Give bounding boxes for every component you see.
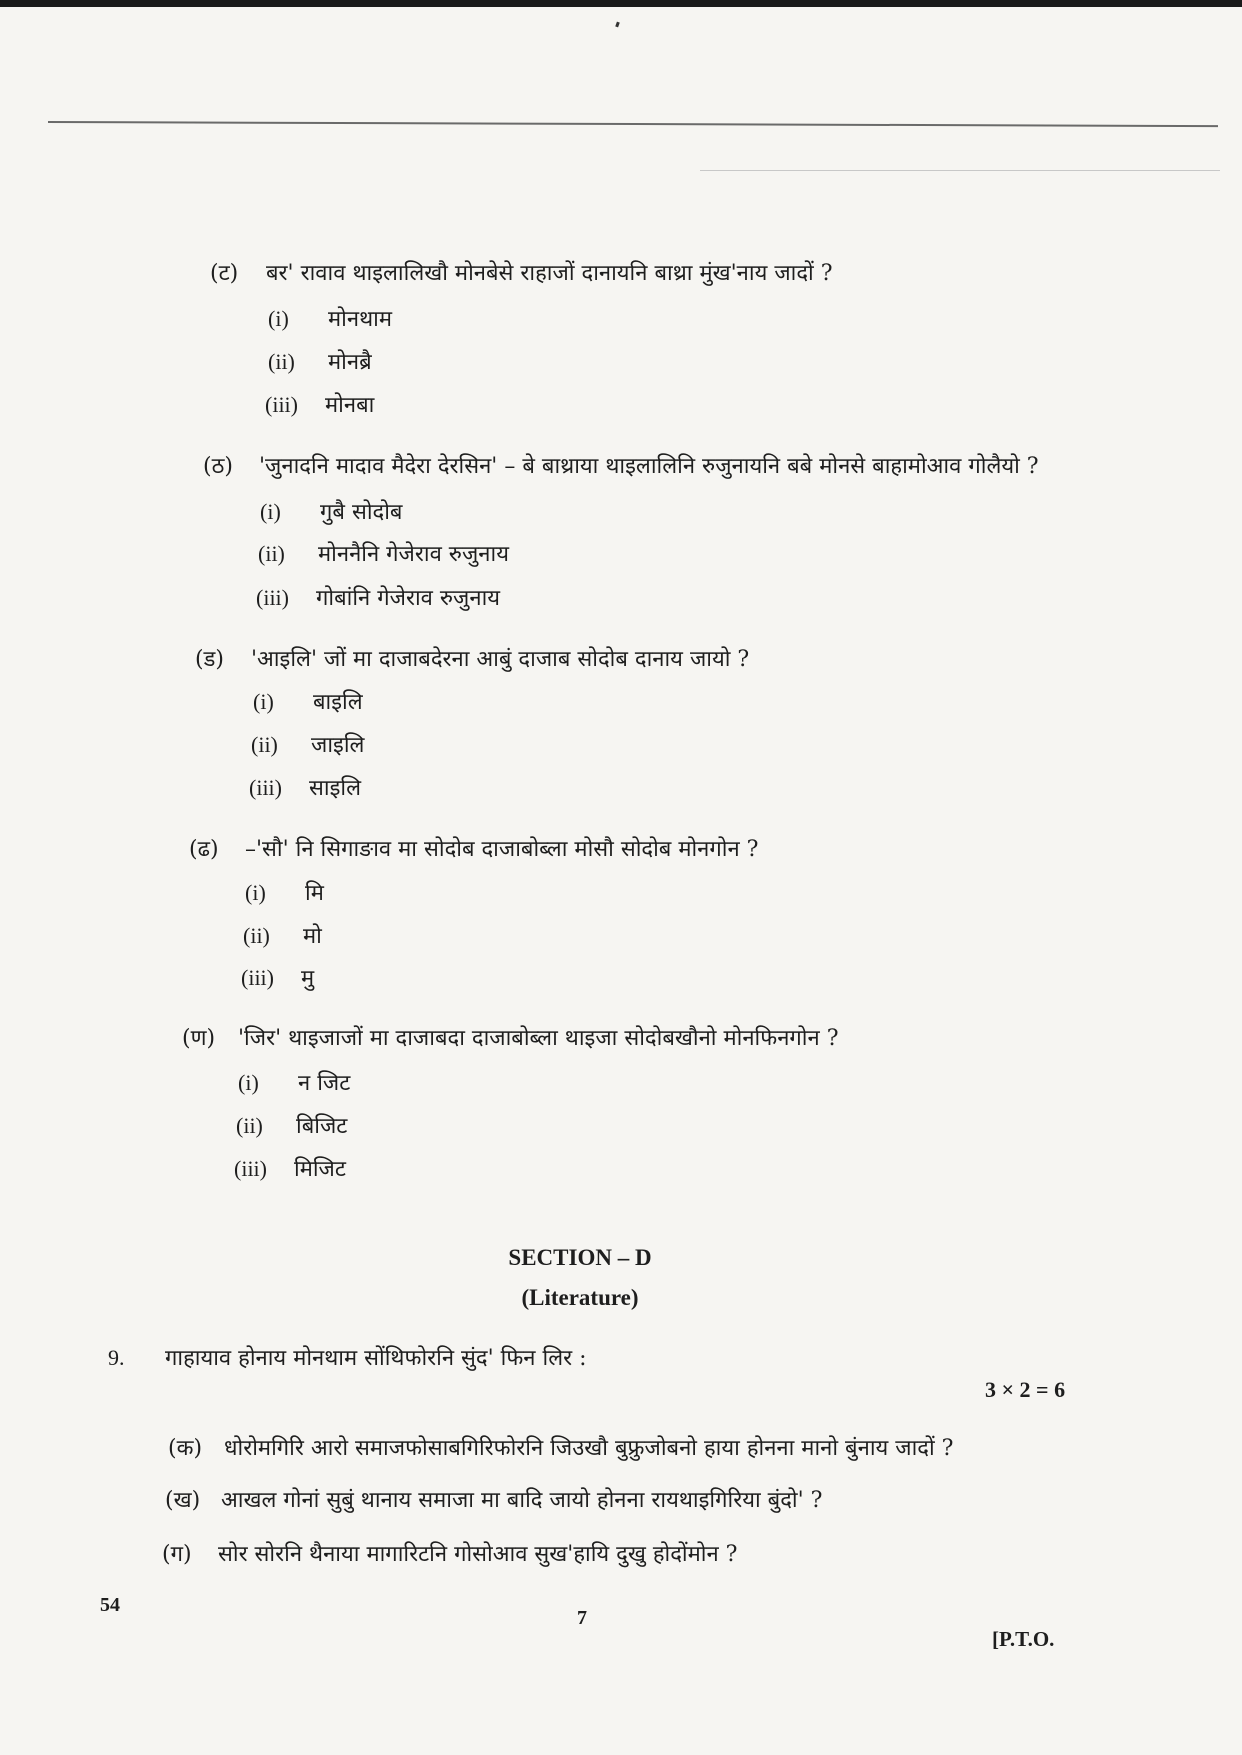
option — [249, 772, 361, 802]
option-text: मोनब्रै — [328, 350, 372, 375]
option — [245, 877, 324, 907]
question-text: बर' रावाव थाइलालिखौ मोनबेसे राहाजों दानायनि बाथ्रा मुंख'नाय जादों ? — [266, 261, 833, 286]
option-number: (ii) — [243, 923, 270, 948]
sub-question-text: आखल गोनां सुबुं थानाय समाजा मा बादि जायो होनना रायथाइगिरिया बुंदो' ? — [221, 1488, 823, 1513]
option-text: न जिट — [298, 1071, 351, 1096]
section-title: SECTION – D — [508, 1245, 652, 1270]
option-number: (i) — [238, 1070, 259, 1095]
option — [241, 962, 314, 992]
option-number: (i) — [268, 306, 289, 331]
option — [243, 920, 322, 950]
question-stem — [189, 833, 758, 863]
option-text: बिजिट — [296, 1114, 348, 1139]
header-rule — [48, 121, 1218, 127]
question-stem — [182, 1022, 839, 1052]
option — [236, 1110, 347, 1140]
option-number: (ii) — [258, 541, 285, 566]
option-text: गुबै सोदोब — [320, 500, 403, 525]
sub-question-label: (ग) — [162, 1542, 192, 1567]
option — [265, 389, 374, 419]
option-text: मो — [303, 924, 322, 949]
question-text: –'सौ' नि सिगाङाव मा सोदोब दाजाबोब्ला मोसौ सोदोब मोनगोन ? — [245, 837, 759, 862]
option — [268, 303, 392, 333]
option — [268, 346, 372, 376]
option-number: (iii) — [249, 775, 282, 800]
question-label: (ढ) — [189, 837, 219, 862]
sub-question-text: सोर सोरनि थैनाया मागारिटनि गोसोआव सुख'हायि दुखु होदोंमोन ? — [218, 1542, 738, 1567]
option — [251, 729, 364, 759]
please-turn-over: [P.T.O. — [992, 1627, 1055, 1651]
question-label: (ण) — [182, 1026, 216, 1051]
question-text: 'जिर' थाइजाजों मा दाजाबदा दाजाबोब्ला थाइजा सोदोबखौनो मोनफिनगोन ? — [238, 1026, 839, 1051]
option-number: (iii) — [256, 585, 289, 610]
question-stem — [203, 450, 1039, 480]
option-text: मिजिट — [294, 1157, 346, 1182]
question-label: (ट) — [210, 261, 239, 286]
header-rule-faint — [700, 170, 1220, 171]
page-number: 7 — [577, 1607, 587, 1629]
question-stem — [210, 257, 833, 287]
option-number: (i) — [260, 499, 281, 524]
option-text: जाइलि — [311, 733, 365, 758]
paper-code: 54 — [100, 1594, 120, 1616]
sub-question — [165, 1484, 822, 1514]
option-text: मोनबा — [325, 393, 375, 418]
option-number: (ii) — [251, 732, 278, 757]
option — [238, 1067, 350, 1097]
option-number: (i) — [245, 880, 266, 905]
question-text: 'आइलि' जों मा दाजाबदेरना आबुं दाजाब सोदोब दानाय जायो ? — [251, 647, 750, 672]
sub-question — [162, 1538, 737, 1568]
option — [258, 538, 509, 568]
question-label: (ड) — [195, 647, 224, 672]
option-number: (iii) — [241, 965, 274, 990]
marks-allocation: 3 × 2 = 6 — [985, 1377, 1066, 1402]
sub-question — [168, 1432, 953, 1462]
question-label: (ठ) — [203, 454, 233, 479]
question-text: 'जुनादनि मादाव मैदेरा देरसिन' – बे बाथ्राया थाइलालिनि रुजुनायनि बबे मोनसे बाहामोआव गोलैयो ? — [259, 454, 1039, 479]
option-text: गोबांनि गेजेराव रुजुनाय — [316, 586, 501, 611]
option-number: (iii) — [265, 392, 298, 417]
option-text: मु — [301, 966, 315, 991]
option-number: (ii) — [268, 349, 295, 374]
option-text: मि — [305, 881, 324, 906]
question-stem — [195, 643, 749, 673]
option — [256, 582, 500, 612]
option-number: (i) — [253, 689, 274, 714]
sub-question-text: धोरोमगिरि आरो समाजफोसाबगिरिफोरनि जिउखौ बुफ्रुजोबनो हाया होनना मानो बुंनाय जादों ? — [224, 1436, 954, 1461]
option-text: बाइलि — [313, 690, 363, 715]
option-number: (ii) — [236, 1113, 263, 1138]
section-subtitle: (Literature) — [521, 1285, 639, 1310]
option-number: (iii) — [234, 1156, 267, 1181]
ink-mark — [615, 22, 620, 28]
question-text: गाहायाव होनाय मोनथाम सोंथिफोरनि सुंद' फिन लिर : — [165, 1346, 587, 1371]
sub-question-label: (क) — [168, 1436, 203, 1461]
option — [234, 1153, 346, 1183]
sub-question-label: (ख) — [165, 1488, 201, 1513]
question-number: 9. — [108, 1345, 125, 1370]
option-text: मोनथाम — [328, 307, 392, 332]
option — [260, 496, 402, 526]
option — [253, 686, 363, 716]
option-text: साइलि — [309, 776, 361, 801]
option-text: मोननैनि गेजेराव रुजुनाय — [318, 542, 509, 567]
top-border — [0, 0, 1242, 7]
